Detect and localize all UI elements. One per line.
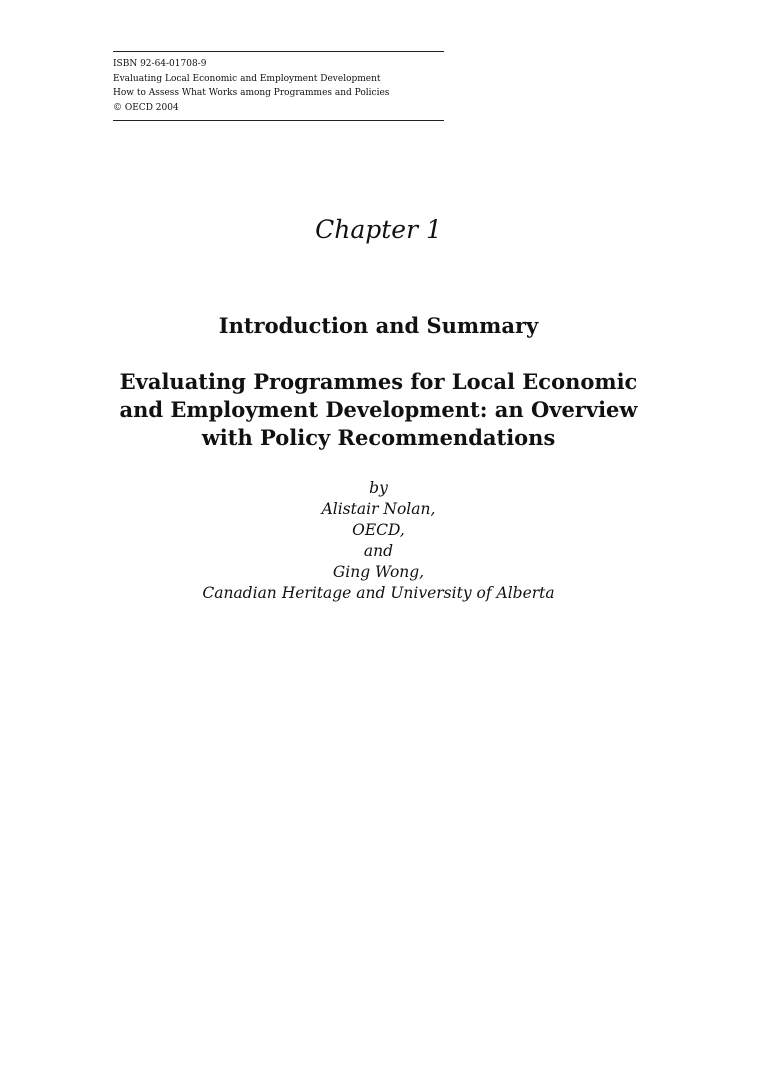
copyright-line: © OECD 2004 (113, 102, 179, 113)
chapter-title: Introduction and Summary (218, 313, 539, 338)
byline-by: by (369, 479, 388, 497)
subtitle-line: with Policy Recommendations (201, 425, 556, 450)
author-affiliation: Canadian Heritage and University of Alberta (202, 584, 555, 602)
author-name: Alistair Nolan, (321, 500, 436, 518)
subtitle-line: and Employment Development: an Overview (119, 397, 638, 422)
book-title-line: Evaluating Local Economic and Employment Development (113, 73, 381, 84)
subtitle-line: Evaluating Programmes for Local Economic (119, 369, 638, 394)
chapter-label: Chapter 1 (315, 215, 442, 244)
book-subtitle-line: How to Assess What Works among Programmes and Policies (113, 88, 390, 98)
chapter-subtitle (90, 368, 667, 452)
author-affiliation: OECD, (352, 521, 405, 539)
publication-info (113, 51, 444, 121)
isbn-line: ISBN 92-64-01708-9 (113, 59, 207, 69)
author-name: Ging Wong, (332, 563, 425, 581)
byline (0, 478, 757, 604)
byline-and: and (363, 542, 394, 560)
